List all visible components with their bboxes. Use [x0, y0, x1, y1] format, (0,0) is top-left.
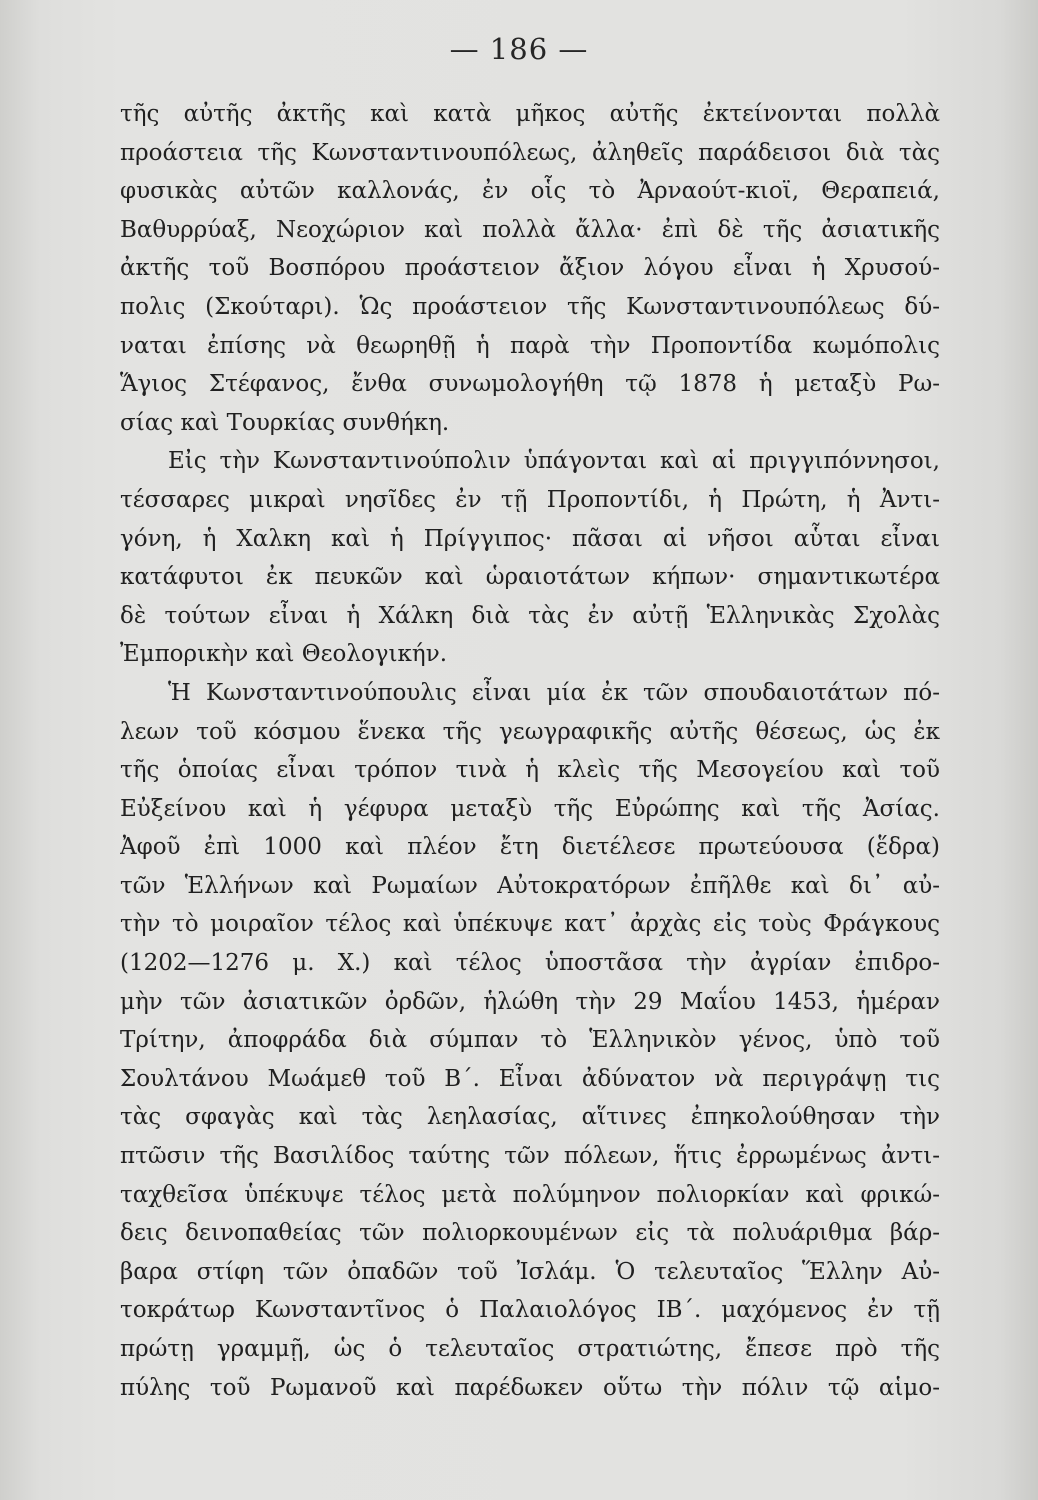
text-line: Εἰς τὴν Κωνσταντινούπολιν ὑπάγονται καὶ αἱ πριγγιπόννησοι, [168, 448, 940, 475]
text-line: Βαθυρρύαξ, Νεοχώριον καὶ πολλὰ ἄλλα· ἐπὶ δὲ τῆς ἀσιατικῆς [120, 216, 940, 243]
text-line: βαρα στίφη τῶν ὀπαδῶν τοῦ Ἰσλάμ. Ὁ τελευταῖος Ἕλλην Αὐ- [120, 1258, 940, 1285]
text-line: τῆς αὐτῆς ἀκτῆς καὶ κατὰ μῆκος αὐτῆς ἐκτείνονται πολλὰ [120, 101, 940, 127]
text-line: πρώτῃ γραμμῇ, ὡς ὁ τελευταῖος στρατιώτης, ἔπεσε πρὸ τῆς [120, 1336, 940, 1362]
text-line: Ἐμπορικὴν καὶ Θεολογικήν. [120, 641, 448, 668]
text-line: λεων τοῦ κόσμου ἕνεκα τῆς γεωγραφικῆς αὐτῆς θέσεως, ὡς ἐκ [120, 718, 940, 745]
text-line: κατάφυτοι ἐκ πευκῶν καὶ ὡραιοτάτων κήπων· σημαντικωτέρα [120, 564, 940, 591]
text-line: Εὐξείνου καὶ ἡ γέφυρα μεταξὺ τῆς Εὐρώπης καὶ τῆς Ἀσίας. [120, 795, 940, 822]
text-line: πολις (Σκούταρι). Ὡς προάστειον τῆς Κωνσταντινουπόλεως δύ- [120, 293, 940, 320]
text-line: ἀκτῆς τοῦ Βοσπόρου προάστειον ἄξιον λόγου εἶναι ἡ Χρυσού- [120, 255, 940, 282]
text-line: Ἀφοῦ ἐπὶ 1000 καὶ πλέον ἔτη διετέλεσε πρωτεύουσα (ἕδρα) [120, 834, 940, 861]
text-line: πτῶσιν τῆς Βασιλίδος ταύτης τῶν πόλεων, ἥτις ἐρρωμένως ἀντι- [120, 1143, 940, 1170]
text-line: Ἡ Κωνσταντινούπουλις εἶναι μία ἐκ τῶν σπουδαιοτάτων πό- [168, 679, 940, 706]
text-line: πύλης τοῦ Ρωμανοῦ καὶ παρέδωκεν οὕτω τὴν πόλιν τῷ αἱμο- [120, 1374, 940, 1401]
text-line: δεις δεινοπαθείας τῶν πολιορκουμένων εἰς τὰ πολυάριθμα βάρ- [120, 1220, 940, 1247]
text-line: τῆς ὁποίας εἶναι τρόπον τινὰ ἡ κλεὶς τῆς Μεσογείου καὶ τοῦ [120, 757, 940, 784]
text-line: προάστεια τῆς Κωνσταντινουπόλεως, ἀληθεῖς παράδεισοι διὰ τὰς [120, 139, 940, 166]
text-line: Ἅγιος Στέφανος, ἔνθα συνωμολογήθη τῷ 1878 ἡ μεταξὺ Ρω- [120, 371, 940, 398]
text-line: Τρίτην, ἀποφράδα διὰ σύμπαν τὸ Ἑλληνικὸν γένος, ὑπὸ τοῦ [120, 1027, 940, 1054]
text-line: τέσσαρες μικραὶ νησῖδες ἐν τῇ Προποντίδι, ἡ Πρώτη, ἡ Ἀντι- [120, 486, 940, 513]
text-line: τοκράτωρ Κωνσταντῖνος ὁ Παλαιολόγος ΙΒ΄. μαχόμενος ἐν τῇ [120, 1297, 940, 1324]
text-line: τῶν Ἑλλήνων καὶ Ρωμαίων Αὐτοκρατόρων ἐπῆλθε καὶ δι᾽ αὐ- [120, 872, 940, 899]
text-line: ναται ἐπίσης νὰ θεωρηθῇ ἡ παρὰ τὴν Προποντίδα κωμόπολις [120, 332, 940, 359]
text-line: (1202—1276 μ. Χ.) καὶ τέλος ὑποστᾶσα τὴν ἀγρίαν ἐπιδρο- [120, 950, 940, 977]
text-line: τὴν τὸ μοιραῖον τέλος καὶ ὑπέκυψε κατ᾽ ἀρχὰς εἰς τοὺς Φράγκους [120, 911, 940, 938]
text-line: τὰς σφαγὰς καὶ τὰς λεηλασίας, αἵτινες ἐπηκολούθησαν τὴν [120, 1104, 940, 1131]
text-line: γόνη, ἡ Χαλκη καὶ ἡ Πρίγγιπος· πᾶσαι αἱ νῆσοι αὗται εἶναι [120, 525, 940, 552]
text-line: δὲ τούτων εἶναι ἡ Χάλκη διὰ τὰς ἐν αὐτῇ Ἑλληνικὰς Σχολὰς [120, 602, 940, 629]
text-line: Σουλτάνου Μωάμεθ τοῦ Β΄. Εἶναι ἀδύνατον νὰ περιγράψῃ τις [120, 1065, 940, 1092]
text-line: ταχθεῖσα ὑπέκυψε τέλος μετὰ πολύμηνον πολιορκίαν καὶ φρικώ- [120, 1181, 940, 1208]
text-line: σίας καὶ Τουρκίας συνθήκη. [120, 409, 450, 436]
body-text [120, 95, 940, 1407]
page-number: — 186 — [449, 32, 589, 66]
text-line: μὴν τῶν ἀσιατικῶν ὀρδῶν, ἡλώθη τὴν 29 Μαΐου 1453, ἡμέραν [120, 988, 940, 1015]
text-line: φυσικὰς αὐτῶν καλλονάς, ἐν οἷς τὸ Ἀρναούτ-κιοϊ, Θεραπειά, [120, 178, 940, 205]
